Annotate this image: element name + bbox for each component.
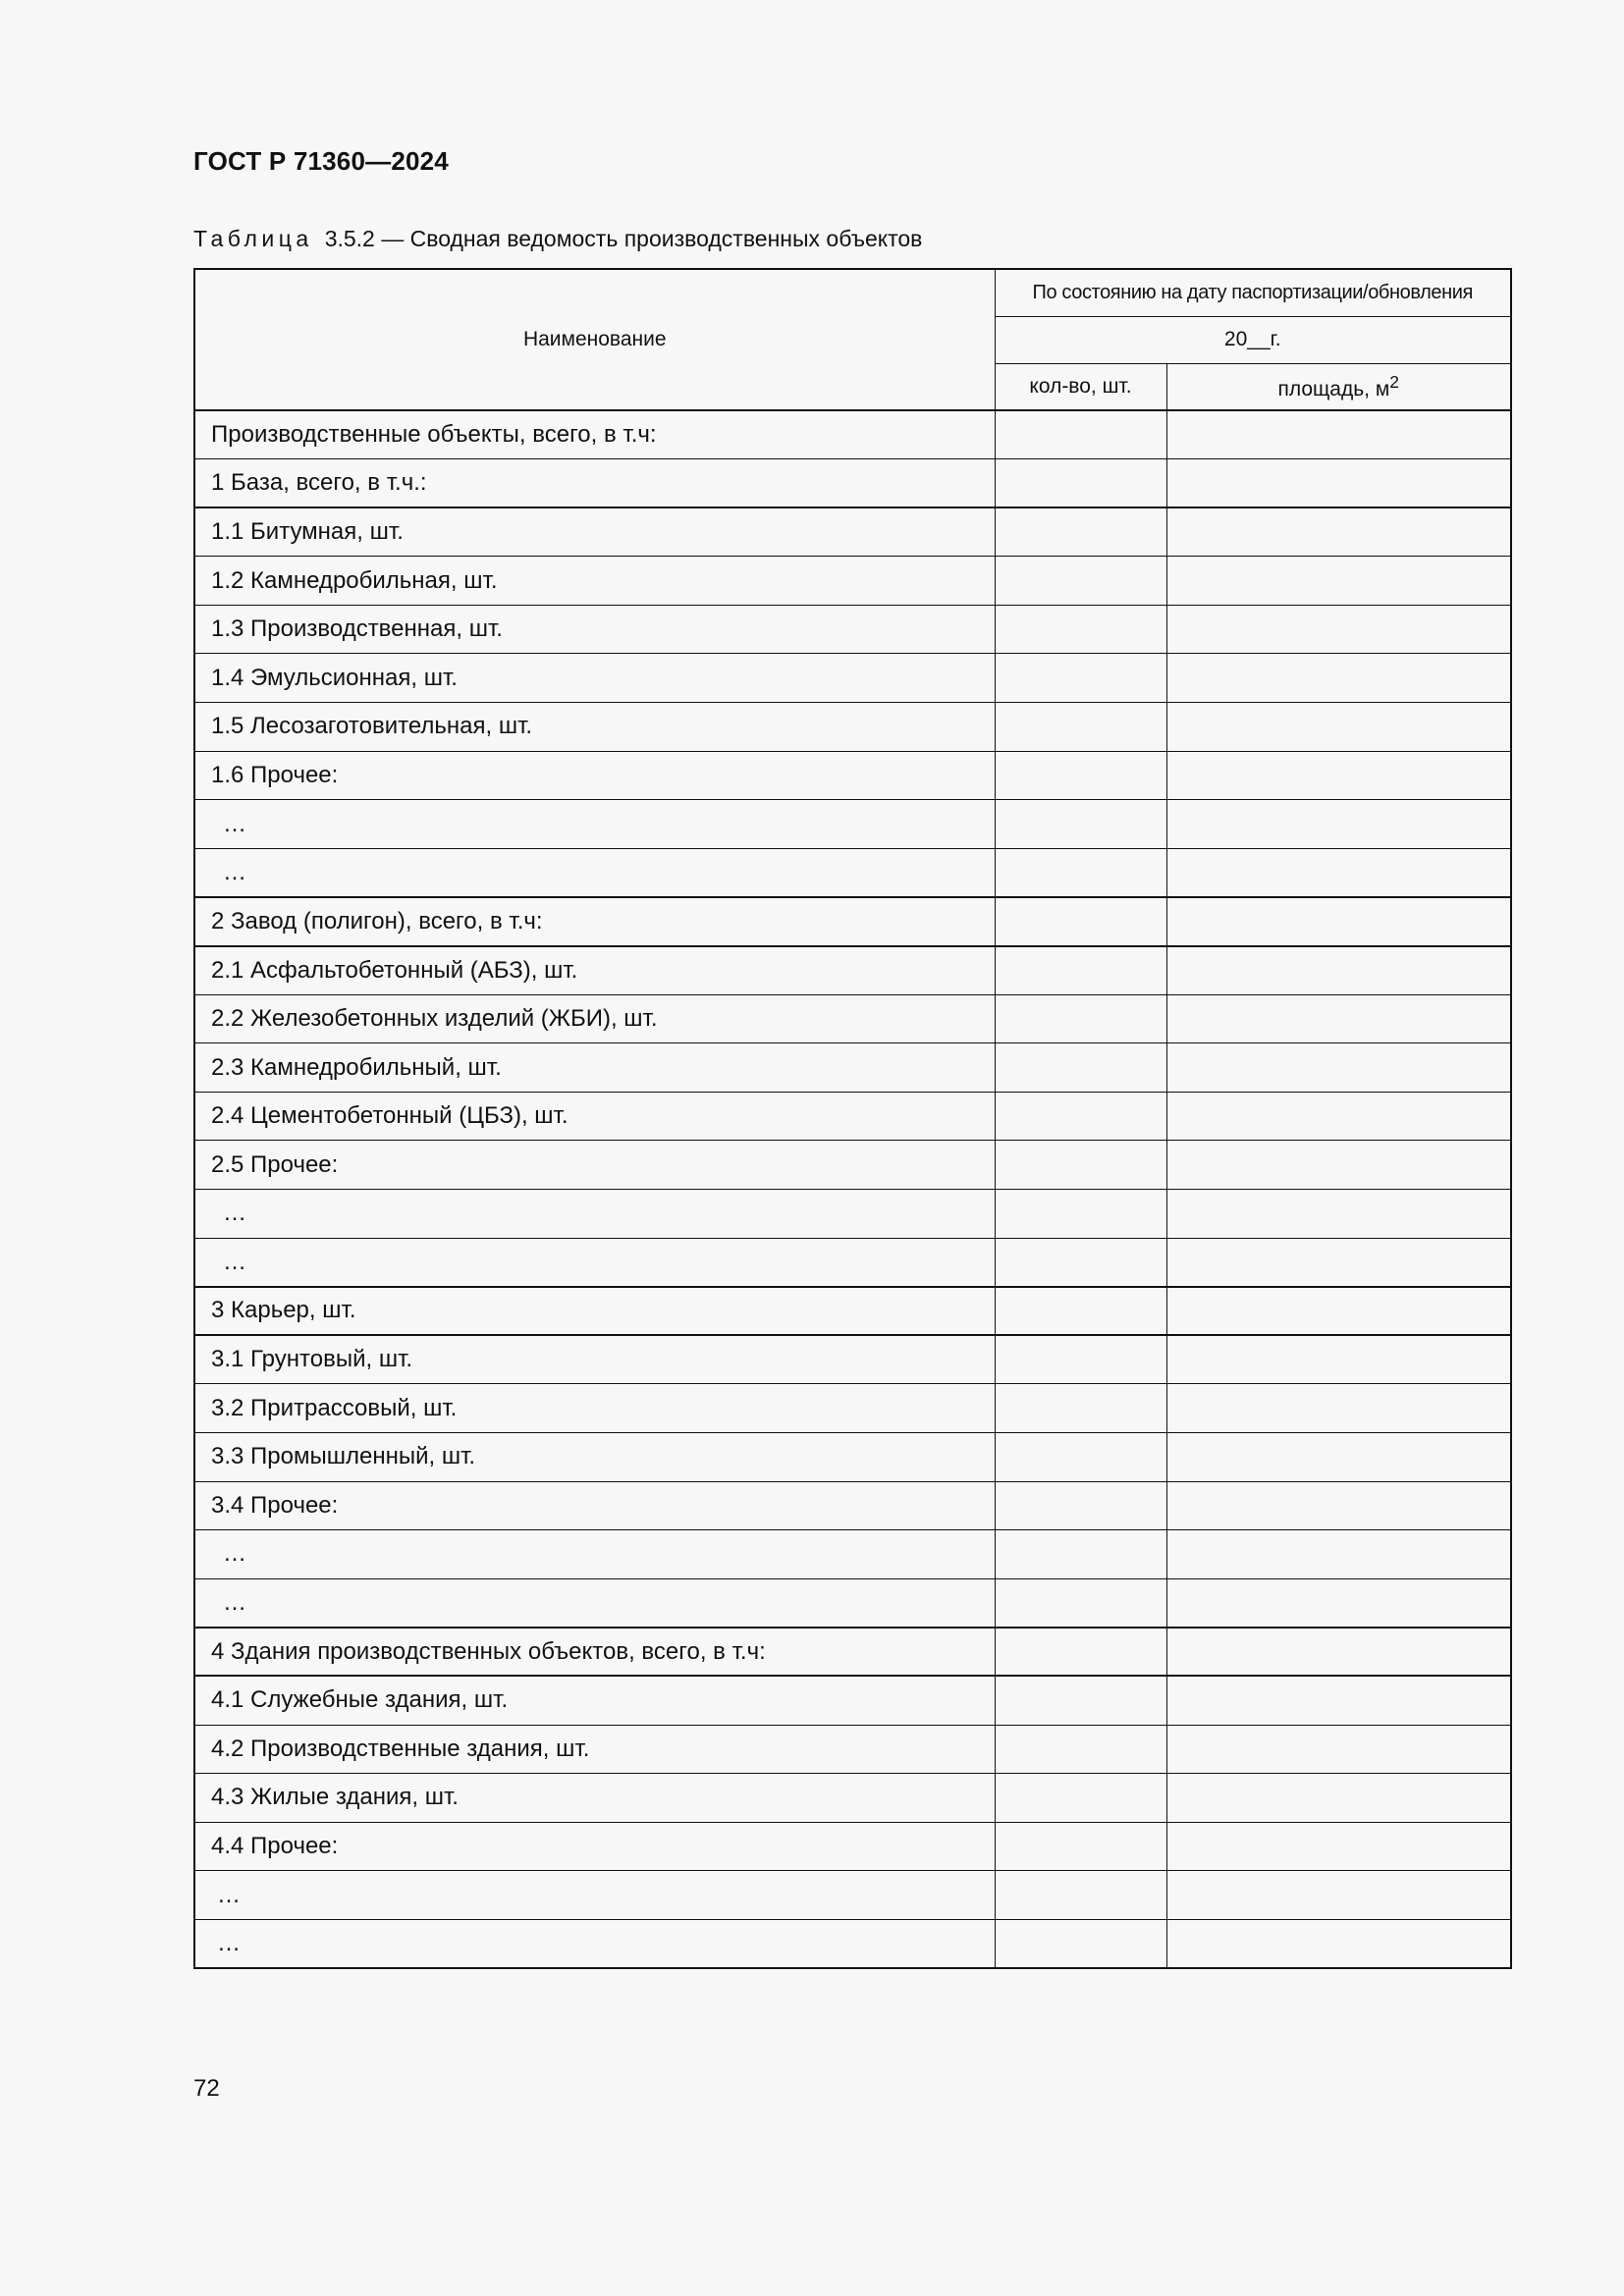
row-quantity-cell xyxy=(995,751,1166,800)
row-area-cell xyxy=(1166,557,1511,606)
table-caption-text: 3.5.2 — Сводная ведомость производственных объектов xyxy=(324,226,923,251)
table-caption xyxy=(193,226,922,252)
table-row xyxy=(194,1530,1511,1579)
row-area-cell xyxy=(1166,507,1511,557)
row-quantity-cell xyxy=(995,897,1166,946)
row-quantity-cell xyxy=(995,507,1166,557)
header-area-superscript: 2 xyxy=(1389,371,1400,392)
table-row xyxy=(194,654,1511,703)
row-name-cell: 1 База, всего, в т.ч.: xyxy=(194,459,995,508)
row-area-cell xyxy=(1166,605,1511,654)
row-quantity-cell xyxy=(995,1432,1166,1481)
row-area-cell xyxy=(1166,1141,1511,1190)
table-row xyxy=(194,1822,1511,1871)
row-quantity-cell xyxy=(995,1871,1166,1920)
row-area-cell xyxy=(1166,703,1511,752)
header-name: Наименование xyxy=(194,269,995,410)
row-name-cell: … xyxy=(194,800,995,849)
table-row xyxy=(194,1092,1511,1141)
row-area-cell xyxy=(1166,1871,1511,1920)
row-name-cell: 1.3 Производственная, шт. xyxy=(194,605,995,654)
row-area-cell xyxy=(1166,848,1511,897)
row-name-cell: 3.4 Прочее: xyxy=(194,1481,995,1530)
row-name-cell: 2 Завод (полигон), всего, в т.ч: xyxy=(194,897,995,946)
table-row xyxy=(194,507,1511,557)
row-name-cell: 1.1 Битумная, шт. xyxy=(194,507,995,557)
row-area-cell xyxy=(1166,1919,1511,1968)
row-quantity-cell xyxy=(995,1481,1166,1530)
row-name-cell: 2.5 Прочее: xyxy=(194,1141,995,1190)
row-quantity-cell xyxy=(995,654,1166,703)
row-name-cell: 3.2 Притрассовый, шт. xyxy=(194,1384,995,1433)
row-quantity-cell xyxy=(995,1774,1166,1823)
row-area-cell xyxy=(1166,1092,1511,1141)
row-area-cell xyxy=(1166,946,1511,995)
table-caption-label: Таблица xyxy=(193,226,313,251)
table-row xyxy=(194,557,1511,606)
row-name-cell: … xyxy=(194,1190,995,1239)
row-name-cell: 4.3 Жилые здания, шт. xyxy=(194,1774,995,1823)
row-area-cell xyxy=(1166,1774,1511,1823)
row-name-cell: 4.4 Прочее: xyxy=(194,1822,995,1871)
page-number: 72 xyxy=(193,2075,220,2102)
table-row xyxy=(194,897,1511,946)
row-name-cell: … xyxy=(194,1238,995,1287)
table-row xyxy=(194,605,1511,654)
row-area-cell xyxy=(1166,459,1511,508)
row-area-cell xyxy=(1166,1725,1511,1774)
table-row xyxy=(194,800,1511,849)
table-body xyxy=(194,410,1511,1968)
row-area-cell xyxy=(1166,1432,1511,1481)
row-area-cell xyxy=(1166,1530,1511,1579)
document-header: ГОСТ Р 71360—2024 xyxy=(193,146,449,176)
table-row xyxy=(194,1141,1511,1190)
header-status-group: По состоянию на дату паспортизации/обновления xyxy=(995,269,1511,316)
row-quantity-cell xyxy=(995,1335,1166,1384)
row-name-cell: 4 Здания производственных объектов, всего, в т.ч: xyxy=(194,1628,995,1677)
row-quantity-cell xyxy=(995,1628,1166,1677)
header-area-label: площадь, м xyxy=(1277,377,1390,400)
row-area-cell xyxy=(1166,994,1511,1043)
row-name-cell: … xyxy=(194,1578,995,1628)
table-row xyxy=(194,1628,1511,1677)
row-quantity-cell xyxy=(995,1384,1166,1433)
summary-table xyxy=(193,268,1512,1969)
table-row xyxy=(194,1238,1511,1287)
row-quantity-cell xyxy=(995,1092,1166,1141)
row-area-cell xyxy=(1166,1822,1511,1871)
row-quantity-cell xyxy=(995,1919,1166,1968)
row-area-cell xyxy=(1166,1287,1511,1336)
row-quantity-cell xyxy=(995,1676,1166,1725)
row-name-cell: 3.1 Грунтовый, шт. xyxy=(194,1335,995,1384)
row-quantity-cell xyxy=(995,994,1166,1043)
row-name-cell: 1.4 Эмульсионная, шт. xyxy=(194,654,995,703)
row-name-cell: 4.1 Служебные здания, шт. xyxy=(194,1676,995,1725)
table-row xyxy=(194,1774,1511,1823)
row-quantity-cell xyxy=(995,605,1166,654)
row-name-cell: 3.3 Промышленный, шт. xyxy=(194,1432,995,1481)
row-quantity-cell xyxy=(995,1043,1166,1093)
row-name-cell: 3 Карьер, шт. xyxy=(194,1287,995,1336)
row-area-cell xyxy=(1166,800,1511,849)
row-name-cell: 1.2 Камнедробильная, шт. xyxy=(194,557,995,606)
row-quantity-cell xyxy=(995,703,1166,752)
row-quantity-cell xyxy=(995,557,1166,606)
row-quantity-cell xyxy=(995,1238,1166,1287)
table-row xyxy=(194,1190,1511,1239)
table-row xyxy=(194,1481,1511,1530)
row-name-cell: Производственные объекты, всего, в т.ч: xyxy=(194,410,995,459)
row-area-cell xyxy=(1166,1676,1511,1725)
table-row xyxy=(194,703,1511,752)
header-quantity: кол-во, шт. xyxy=(995,363,1166,410)
row-name-cell: … xyxy=(194,1919,995,1968)
row-quantity-cell xyxy=(995,410,1166,459)
row-quantity-cell xyxy=(995,848,1166,897)
table-row xyxy=(194,994,1511,1043)
table-row xyxy=(194,1578,1511,1628)
table-row xyxy=(194,1287,1511,1336)
table-row xyxy=(194,1335,1511,1384)
table-row xyxy=(194,1919,1511,1968)
row-area-cell xyxy=(1166,1578,1511,1628)
row-quantity-cell xyxy=(995,1530,1166,1579)
row-quantity-cell xyxy=(995,1725,1166,1774)
header-year: 20__г. xyxy=(995,316,1511,363)
row-name-cell: … xyxy=(194,1530,995,1579)
row-quantity-cell xyxy=(995,946,1166,995)
row-quantity-cell xyxy=(995,1141,1166,1190)
row-area-cell xyxy=(1166,410,1511,459)
row-name-cell: … xyxy=(194,848,995,897)
table-row xyxy=(194,1725,1511,1774)
row-area-cell xyxy=(1166,1043,1511,1093)
table-row xyxy=(194,459,1511,508)
row-name-cell: 1.5 Лесозаготовительная, шт. xyxy=(194,703,995,752)
row-name-cell: 1.6 Прочее: xyxy=(194,751,995,800)
table-row xyxy=(194,751,1511,800)
table-row xyxy=(194,1871,1511,1920)
header-area xyxy=(1166,363,1511,410)
table-row xyxy=(194,946,1511,995)
row-area-cell xyxy=(1166,751,1511,800)
row-quantity-cell xyxy=(995,1822,1166,1871)
row-area-cell xyxy=(1166,1190,1511,1239)
row-name-cell: … xyxy=(194,1871,995,1920)
row-name-cell: 2.4 Цементобетонный (ЦБЗ), шт. xyxy=(194,1092,995,1141)
table-row xyxy=(194,1432,1511,1481)
row-name-cell: 2.2 Железобетонных изделий (ЖБИ), шт. xyxy=(194,994,995,1043)
row-area-cell xyxy=(1166,654,1511,703)
row-area-cell xyxy=(1166,1628,1511,1677)
row-area-cell xyxy=(1166,1238,1511,1287)
row-quantity-cell xyxy=(995,459,1166,508)
table-row xyxy=(194,1384,1511,1433)
row-area-cell xyxy=(1166,1335,1511,1384)
table-row xyxy=(194,410,1511,459)
table-row xyxy=(194,848,1511,897)
row-area-cell xyxy=(1166,1481,1511,1530)
row-quantity-cell xyxy=(995,1190,1166,1239)
row-quantity-cell xyxy=(995,1578,1166,1628)
row-area-cell xyxy=(1166,1384,1511,1433)
row-quantity-cell xyxy=(995,800,1166,849)
table-row xyxy=(194,1043,1511,1093)
row-area-cell xyxy=(1166,897,1511,946)
row-name-cell: 2.1 Асфальтобетонный (АБЗ), шт. xyxy=(194,946,995,995)
table-row xyxy=(194,1676,1511,1725)
row-name-cell: 2.3 Камнедробильный, шт. xyxy=(194,1043,995,1093)
row-quantity-cell xyxy=(995,1287,1166,1336)
row-name-cell: 4.2 Производственные здания, шт. xyxy=(194,1725,995,1774)
